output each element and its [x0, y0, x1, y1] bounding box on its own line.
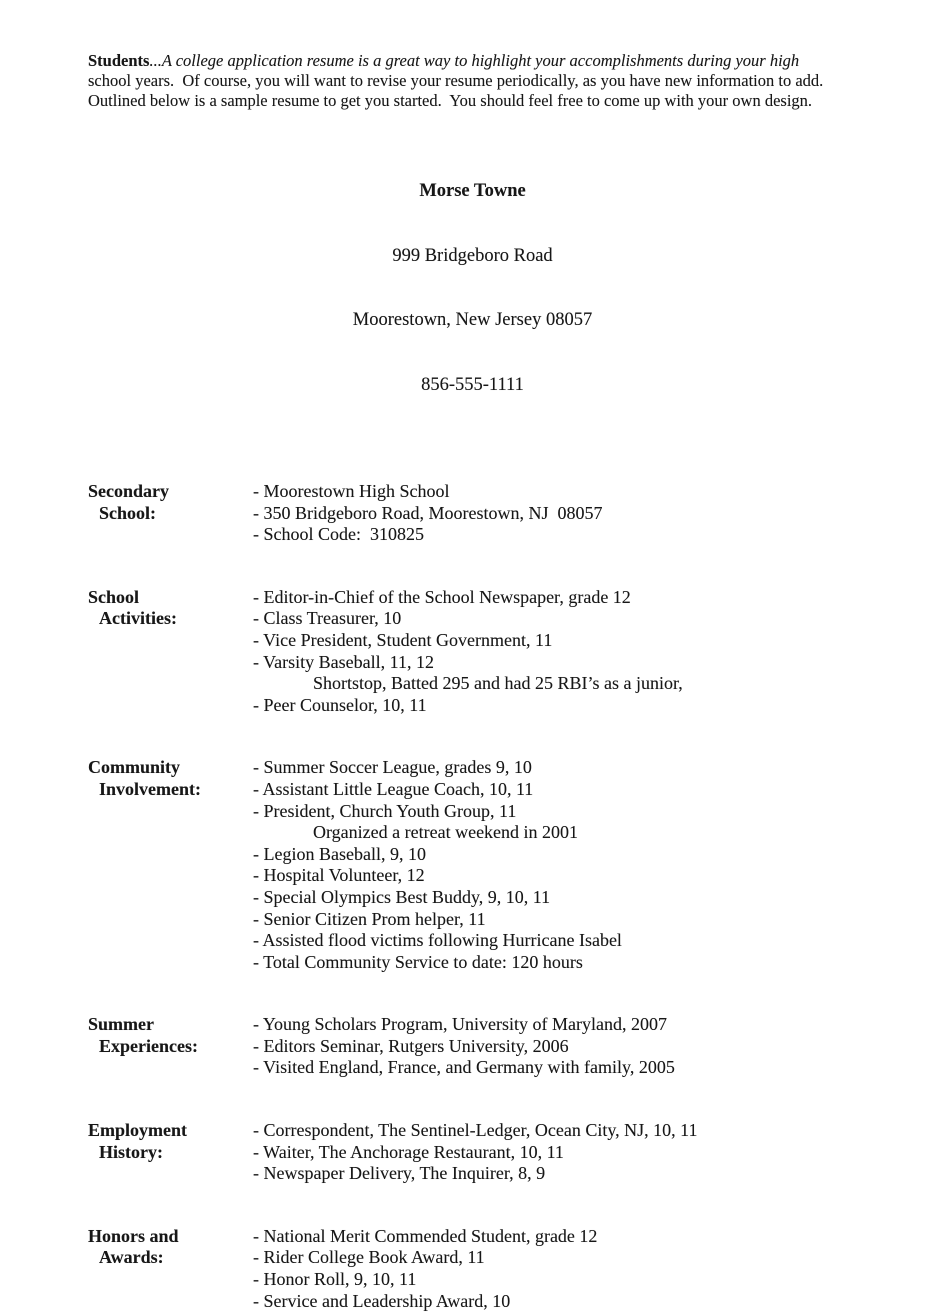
resume-line: - Young Scholars Program, University of Maryland, 2007 [253, 1014, 667, 1035]
section-label [88, 1014, 253, 1057]
section-label-line: Activities: [99, 608, 177, 629]
resume-line: - Assistant Little League Coach, 10, 11 [253, 778, 534, 799]
intro-line-1-italic: ...A college application resume is a great way to highlight your accomplishments during your high [149, 51, 800, 70]
resume-line: - Summer Soccer League, grades 9, 10 [253, 757, 532, 778]
resume-subline: Organized a retreat weekend in 2001 [313, 822, 579, 843]
section-label [88, 1120, 253, 1163]
resume-line: - Correspondent, The Sentinel-Ledger, Ocean City, NJ, 10, 11 [253, 1120, 698, 1141]
resume-line: - Class Treasurer, 10 [253, 608, 402, 629]
section-label-line: Community [88, 757, 181, 778]
intro-line-2: school years. Of course, you will want to revise your resume periodically, as you have new information to add. [88, 71, 824, 90]
resume-section [88, 757, 945, 973]
resume-line: - Moorestown High School [253, 481, 450, 501]
resume-line: - Vice President, Student Government, 11 [253, 629, 553, 650]
section-label-line: Experiences: [99, 1035, 198, 1056]
street-address: 999 Bridgeboro Road [392, 245, 553, 266]
contact-header [0, 138, 945, 439]
section-label-line: Awards: [99, 1247, 164, 1268]
resume-line: - Peer Counselor, 10, 11 [253, 694, 427, 715]
resume-subline: Shortstop, Batted 295 and had 25 RBI’s as a junior, [313, 673, 683, 694]
section-label-line: Summer [88, 1014, 154, 1035]
resume-sections [0, 481, 945, 1312]
section-content [253, 757, 945, 973]
resume-line: - National Merit Commended Student, grade 12 [253, 1225, 598, 1246]
section-content [253, 1226, 945, 1312]
section-content [253, 481, 945, 546]
section-content [253, 1120, 945, 1185]
resume-section [88, 1120, 945, 1185]
resume-line: - Rider College Book Award, 11 [253, 1247, 485, 1268]
section-label-line: Honors and [88, 1225, 179, 1246]
resume-line: - Legion Baseball, 9, 10 [253, 843, 426, 864]
section-label [88, 757, 253, 800]
resume-line: - Editors Seminar, Rutgers University, 2006 [253, 1035, 569, 1056]
resume-line: - President, Church Youth Group, 11 [253, 800, 517, 821]
intro-lead-word: Students [88, 51, 150, 70]
resume-line: - Visited England, France, and Germany with family, 2005 [253, 1057, 675, 1078]
section-label-line: School [88, 586, 140, 607]
city-state-zip: Moorestown, New Jersey 08057 [352, 310, 593, 330]
resume-section [88, 1226, 945, 1312]
resume-line: - School Code: 310825 [253, 524, 424, 545]
resume-line: - Varsity Baseball, 11, 12 [253, 651, 434, 672]
resume-line: - Honor Roll, 9, 10, 11 [253, 1269, 417, 1290]
intro-paragraph [88, 51, 905, 111]
resume-line: - Service and Leadership Award, 10 [253, 1290, 511, 1311]
intro-line-1 [88, 51, 905, 71]
section-content [253, 1014, 945, 1079]
resume-line: - 350 Bridgeboro Road, Moorestown, NJ 08057 [253, 502, 603, 523]
intro-line-3: Outlined below is a sample resume to get you started. You should feel free to come up with your own design. [88, 91, 813, 110]
resume-line: - Total Community Service to date: 120 hours [253, 951, 583, 972]
section-label-line: Involvement: [99, 778, 201, 799]
section-label-line: History: [99, 1141, 163, 1162]
resume-section [88, 481, 945, 546]
section-label-line: Secondary [88, 481, 169, 501]
resume-line: - Senior Citizen Prom helper, 11 [253, 908, 486, 929]
section-label [88, 1226, 253, 1269]
resume-section [88, 1014, 945, 1079]
section-content [253, 587, 945, 717]
resume-section [88, 587, 945, 717]
applicant-name: Morse Towne [419, 181, 526, 201]
resume-document-page [0, 51, 945, 1311]
resume-line: - Waiter, The Anchorage Restaurant, 10, 11 [253, 1141, 564, 1162]
phone-number: 856-555-1111 [421, 374, 524, 395]
section-label-line: School: [99, 502, 157, 523]
section-label-line: Employment [88, 1120, 187, 1141]
resume-line: - Editor-in-Chief of the School Newspaper, grade 12 [253, 586, 631, 607]
resume-line: - Assisted flood victims following Hurricane Isabel [253, 930, 622, 951]
section-label [88, 481, 253, 524]
section-label [88, 587, 253, 630]
resume-line: - Special Olympics Best Buddy, 9, 10, 11 [253, 886, 551, 907]
resume-line: - Newspaper Delivery, The Inquirer, 8, 9 [253, 1163, 546, 1184]
resume-line: - Hospital Volunteer, 12 [253, 865, 425, 886]
